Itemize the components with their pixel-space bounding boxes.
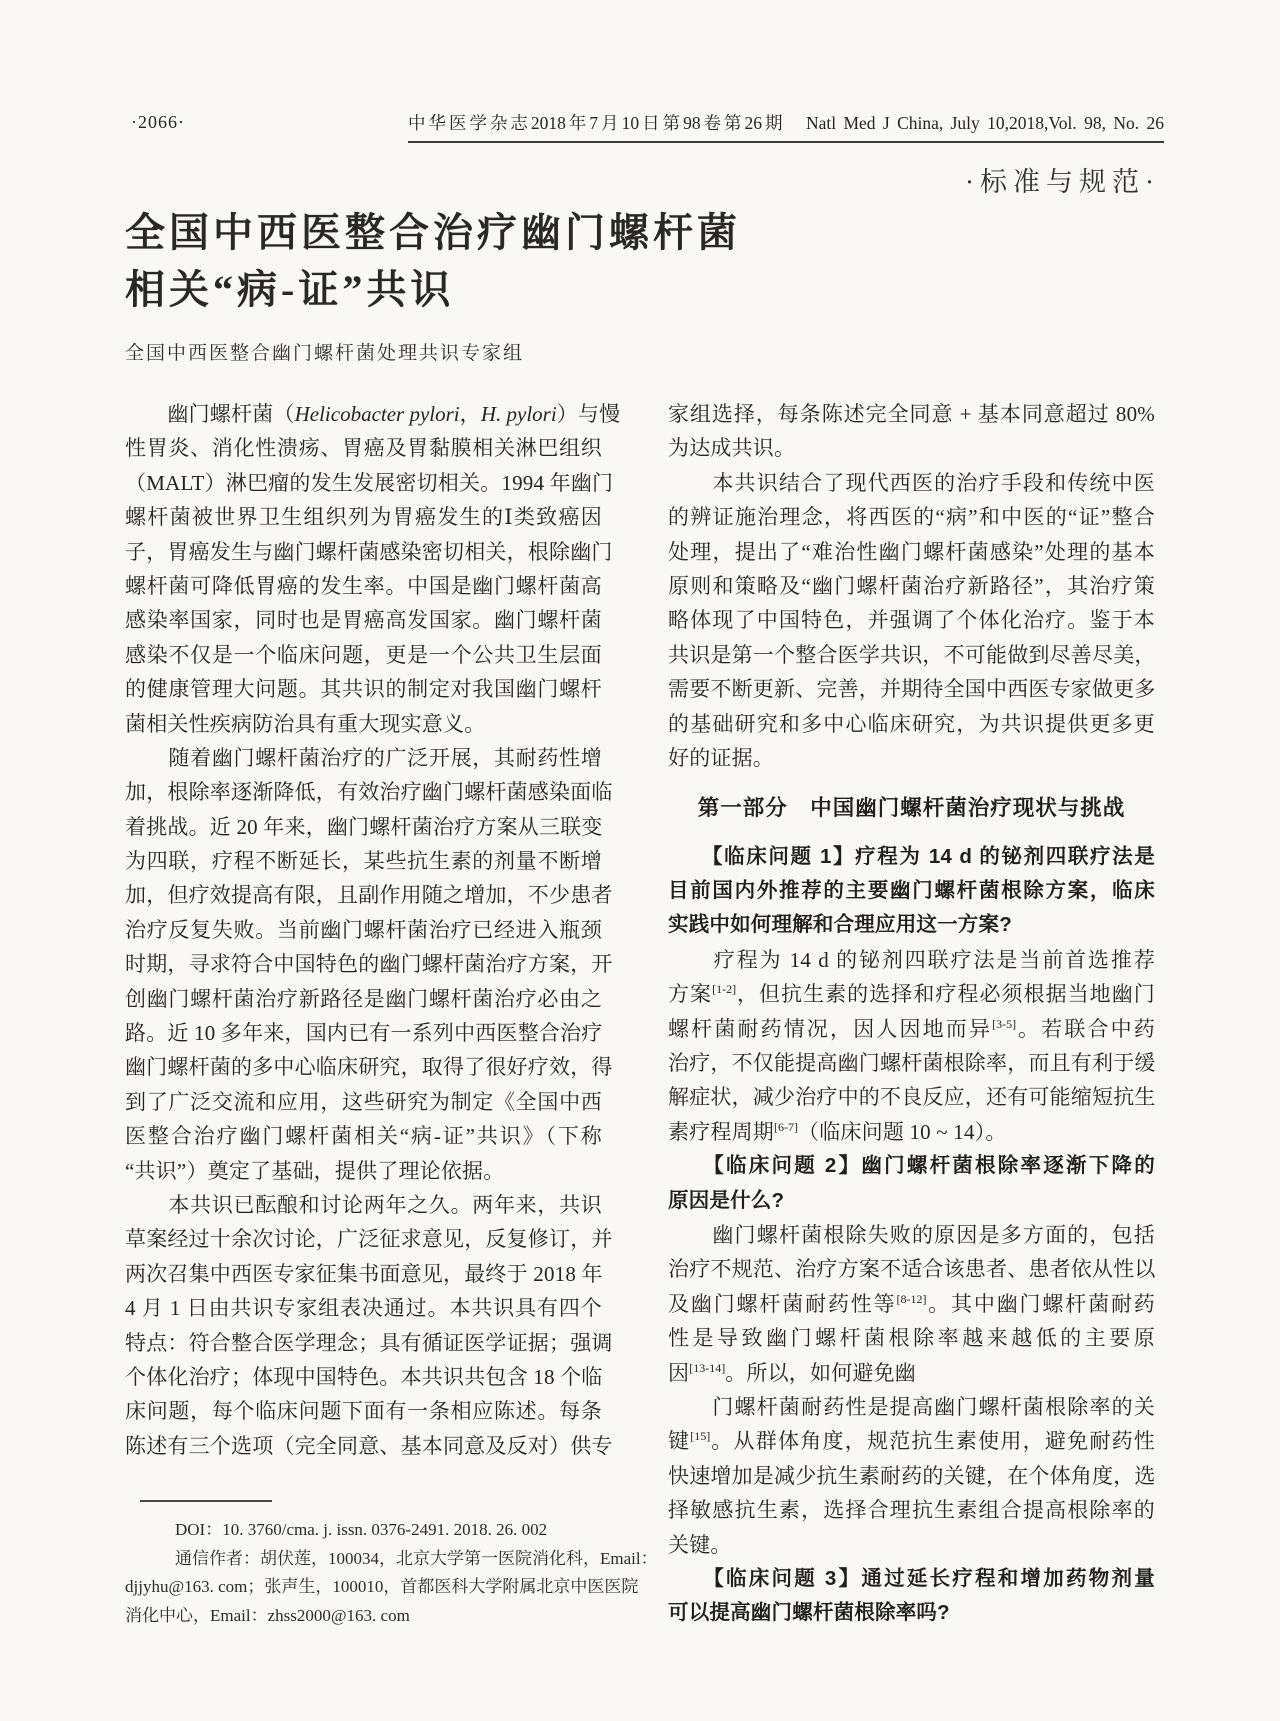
- text-line: 螺杆菌被世界卫生组织列为胃癌发生的Ⅰ类致癌因: [125, 505, 602, 530]
- text-line: 需要不断更新、完善，并期待全国中西医专家做更多: [668, 677, 1156, 702]
- text-line: 方案[1-2]，但抗生素的选择和疗程必须根据当地幽门: [668, 982, 1155, 1007]
- text-line: 解症状，减少治疗中的不良反应，还有可能缩短抗生: [668, 1085, 1156, 1110]
- text-line: 处理，提出了“难治性幽门螺杆菌感染”处理的基本: [668, 539, 1155, 564]
- text-line: 本共识结合了现代西医的治疗手段和传统中医: [668, 470, 1155, 495]
- text-line: 原则和策略及“幽门螺杆菌治疗新路径”，其治疗策: [668, 573, 1155, 598]
- text-line: 因[13-14]。所以，如何避免幽: [668, 1360, 917, 1385]
- text-line: 治疗不规范、治疗方案不适合该患者、患者依从性以: [668, 1257, 1156, 1282]
- text-line: 螺杆菌可降低胃癌的发生率。中国是幽门螺杆菌高: [125, 573, 602, 598]
- text-line: 幽门螺杆菌的多中心临床研究，取得了很好疗效，得: [125, 1055, 613, 1080]
- text-line: 时期，寻求符合中国特色的幽门螺杆菌治疗方案，开: [125, 952, 613, 977]
- text-line: 感染率国家，同时也是胃癌高发国家。幽门螺杆菌: [125, 608, 602, 633]
- text-line: 感染不仅是一个临床问题，更是一个公共卫生层面: [125, 642, 602, 667]
- text-line: 着挑战。近 20 年来，幽门螺杆菌治疗方案从三联变: [125, 814, 603, 839]
- footnote-line: DOI：10. 3760/cma. j. issn. 0376-2491. 2018. 26. 002: [175, 1520, 548, 1539]
- footnote-line: 通信作者：胡伏莲，100034，北京大学第一医院消化科，Email：: [175, 1548, 658, 1568]
- text-line: “共识”）奠定了基础，提供了理论依据。: [125, 1158, 505, 1183]
- footnote-line: 消化中心，Email：zhss2000@163. com: [125, 1605, 410, 1625]
- text-line: 的辨证施治理念，将西医的“病”和中医的“证”整合: [668, 505, 1155, 530]
- text-line: 疗程为 14 d 的铋剂四联疗法是当前首选推荐: [668, 947, 1155, 972]
- text-line: 医整合治疗幽门螺杆菌相关“病-证”共识》（下称: [125, 1124, 602, 1149]
- right-column: [668, 397, 1155, 1631]
- text-line: 择敏感抗生素，选择合理抗生素组合提高根除率的: [668, 1498, 1155, 1523]
- text-line: 关键。: [668, 1532, 732, 1557]
- author-group: 全国中西医整合幽门螺杆菌处理共识专家组: [125, 343, 525, 364]
- footnotes: [125, 1516, 658, 1630]
- text-line: 治疗反复失败。当前幽门螺杆菌治疗已经进入瓶颈: [125, 917, 602, 942]
- text-line: 陈述有三个选项（完全同意、基本同意及反对）供专: [125, 1433, 613, 1458]
- text-line: 的基础研究和多中心临床研究，为共识提供更多更: [668, 711, 1155, 736]
- article-title-line1: 全国中西医整合治疗幽门螺杆菌: [125, 210, 741, 255]
- text-line: 实践中如何理解和合理应用这一方案?: [668, 913, 1012, 937]
- text-line: 特点：符合整合医学理念；具有循证医学证据；强调: [125, 1330, 613, 1355]
- text-line: 快速增加是减少抗生素耐药的关键，在个体角度，选: [668, 1463, 1156, 1488]
- article-title-line2: 相关“病-证”共识: [125, 267, 455, 312]
- text-line: 螺杆菌耐药情况，因人因地而异[3-5]。若联合中药: [668, 1016, 1155, 1041]
- text-line: 原因是什么?: [668, 1188, 785, 1212]
- journal-citation: 中华医学杂志2018年7月10日第98卷第26期 Natl Med J China, July 10,2018,Vol. 98, No. 26: [408, 113, 1164, 133]
- left-column: [125, 397, 621, 1463]
- text-line: 【临床问题 1】疗程为 14 d 的铋剂四联疗法是: [668, 844, 1155, 868]
- text-line: 到了广泛交流和应用，这些研究为制定《全国中西: [125, 1089, 602, 1114]
- text-line: 键[15]。从群体角度，规范抗生素使用，避免耐药性: [668, 1429, 1156, 1454]
- text-line: 的健康管理大问题。其共识的制定对我国幽门螺杆: [125, 677, 602, 702]
- text-line: 随着幽门螺杆菌治疗的广泛开展，其耐药性增: [125, 745, 602, 770]
- text-line: 略体现了中国特色，并强调了个体化治疗。鉴于本: [668, 608, 1155, 633]
- text-line: 床问题，每个临床问题下面有一条相应陈述。每条: [125, 1399, 602, 1424]
- text-line: 4 月 1 日由共识专家组表决通过。本共识具有四个: [125, 1296, 602, 1321]
- text-line: 【临床问题 2】幽门螺杆菌根除率逐渐下降的: [668, 1154, 1155, 1178]
- text-line: 幽门螺杆菌（Helicobacter pylori，H. pylori）与慢: [125, 402, 621, 426]
- text-line: 为四联，疗程不断延长，某些抗生素的剂量不断增: [125, 849, 602, 874]
- text-line: 创幽门螺杆菌治疗新路径是幽门螺杆菌治疗必由之: [125, 986, 602, 1011]
- text-line: 加，但疗效提高有限，且副作用随之增加，不少患者: [125, 883, 613, 908]
- text-line: 门螺杆菌耐药性是提高幽门螺杆菌根除率的关: [668, 1394, 1155, 1419]
- text-line: 目前国内外推荐的主要幽门螺杆菌根除方案，临床: [668, 879, 1155, 903]
- text-line: 菌相关性疾病防治具有重大现实意义。: [125, 711, 486, 736]
- text-line: 性胃炎、消化性溃疡、胃癌及胃黏膜相关淋巴组织: [125, 436, 602, 461]
- text-line: 【临床问题 3】通过延长疗程和增加药物剂量: [668, 1566, 1155, 1590]
- text-line: 草案经过十余次讨论，广泛征求意见，反复修订，并: [125, 1227, 613, 1252]
- section-label: ·标准与规范·: [965, 167, 1160, 197]
- text-line: 可以提高幽门螺杆菌根除率吗?: [668, 1601, 950, 1625]
- article-title: [125, 204, 845, 318]
- text-line: 及幽门螺杆菌耐药性等[8-12]。其中幽门螺杆菌耐药: [668, 1291, 1155, 1316]
- text-line: 幽门螺杆菌根除失败的原因是多方面的，包括: [668, 1222, 1155, 1247]
- text-line: 共识是第一个整合医学共识，不可能做到尽善尽美，: [668, 642, 1156, 667]
- text-line: 为达成共识。: [668, 436, 796, 461]
- text-line: 路。近 10 多年来，国内已有一系列中西医整合治疗: [125, 1021, 603, 1046]
- section-heading: 第一部分 中国幽门螺杆菌治疗现状与挑战: [697, 796, 1126, 821]
- text-line: 本共识已酝酿和讨论两年之久。两年来，共识: [125, 1192, 602, 1217]
- page-number: ·2066·: [131, 112, 185, 132]
- text-line: 素疗程周期[6-7]（临床问题 10 ~ 14）。: [668, 1119, 1007, 1144]
- text-line: 性是导致幽门螺杆菌根除率越来越低的主要原: [668, 1326, 1155, 1351]
- text-line: 加，根除率逐渐降低，有效治疗幽门螺杆菌感染面临: [125, 780, 613, 805]
- text-line: 两次召集中西医专家征集书面意见，最终于 2018 年: [125, 1261, 603, 1286]
- text-line: （MALT）淋巴瘤的发生发展密切相关。1994 年幽门: [125, 470, 614, 495]
- text-line: 好的证据。: [668, 745, 774, 770]
- text-line: 子，胃癌发生与幽门螺杆菌感染密切相关，根除幽门: [125, 539, 613, 564]
- text-line: 治疗，不仅能提高幽门螺杆菌根除率，而且有利于缓: [668, 1051, 1156, 1076]
- text-line: 个体化治疗；体现中国特色。本共识共包含 18 个临: [125, 1364, 603, 1389]
- text-line: 家组选择，每条陈述完全同意 + 基本同意超过 80%: [668, 402, 1155, 426]
- footnote-rule: [140, 1500, 272, 1502]
- header-rule: [408, 141, 1164, 143]
- footnote-line: djjyhu@163. com；张声生，100010，首都医科大学附属北京中医医院: [125, 1577, 639, 1596]
